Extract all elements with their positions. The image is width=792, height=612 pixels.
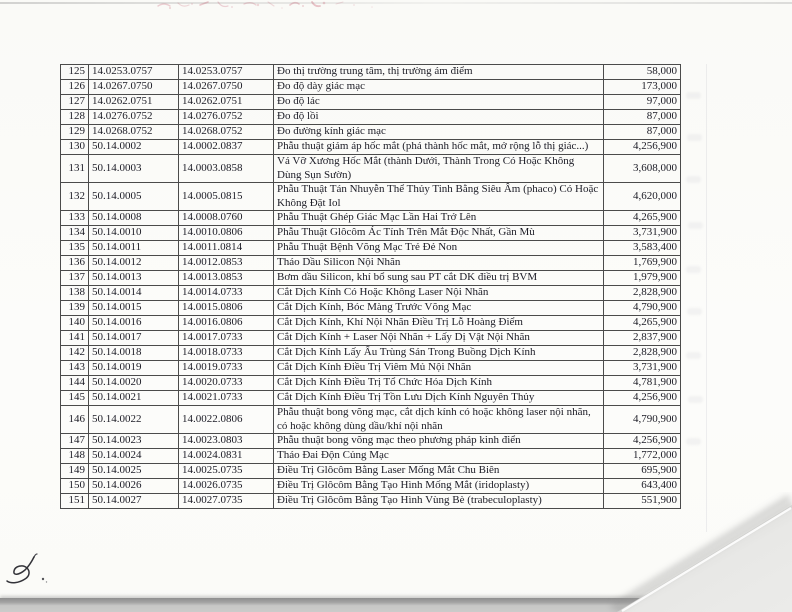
code-secondary-cell: 14.0015.0806: [179, 301, 274, 316]
code-primary-cell: 14.0267.0750: [89, 80, 179, 95]
table-row: [61, 406, 681, 434]
price-cell: 4,256,900: [604, 140, 681, 155]
code-primary-cell: 14.0276.0752: [89, 110, 179, 125]
row-number-cell: 132: [61, 183, 89, 211]
table-row: [61, 494, 681, 509]
red-ink-bleed-marks: [140, 0, 385, 18]
code-primary-cell: 50.14.0012: [89, 256, 179, 271]
table-row: [61, 155, 681, 183]
row-number-cell: 129: [61, 125, 89, 140]
row-number-cell: 148: [61, 449, 89, 464]
code-primary-cell: 50.14.0008: [89, 211, 179, 226]
code-primary-cell: 14.0268.0752: [89, 125, 179, 140]
row-number-cell: 126: [61, 80, 89, 95]
code-secondary-cell: 14.0253.0757: [179, 65, 274, 80]
code-secondary-cell: 14.0019.0733: [179, 361, 274, 376]
code-primary-cell: 50.14.0025: [89, 464, 179, 479]
page-corner-fold: [592, 492, 792, 612]
code-primary-cell: 50.14.0018: [89, 346, 179, 361]
service-name-cell: Cắt Dịch Kính, Khí Nội Nhãn Điều Trị Lỗ Hoàng Điểm: [274, 316, 604, 331]
row-number-cell: 146: [61, 406, 89, 434]
service-name-cell: Cắt Dịch Kính Lấy Ấu Trùng Sán Trong Buồng Dịch Kính: [274, 346, 604, 361]
code-secondary-cell: 14.0012.0853: [179, 256, 274, 271]
price-table: [60, 64, 681, 509]
price-cell: 173,000: [604, 80, 681, 95]
row-number-cell: 150: [61, 479, 89, 494]
code-primary-cell: 50.14.0003: [89, 155, 179, 183]
row-number-cell: 142: [61, 346, 89, 361]
code-secondary-cell: 14.0262.0751: [179, 95, 274, 110]
price-cell: 4,256,900: [604, 391, 681, 406]
table-row: [61, 226, 681, 241]
service-name-cell: Cắt Dịch Kính + Laser Nội Nhãn + Lấy Dị Vật Nội Nhãn: [274, 331, 604, 346]
code-secondary-cell: 14.0024.0831: [179, 449, 274, 464]
service-name-cell: Phẫu Thuật Bệnh Võng Mạc Trẻ Đẻ Non: [274, 241, 604, 256]
code-secondary-cell: 14.0027.0735: [179, 494, 274, 509]
price-cell: 2,828,900: [604, 286, 681, 301]
row-number-cell: 149: [61, 464, 89, 479]
price-cell: 551,900: [604, 494, 681, 509]
service-name-cell: Cắt Dịch Kính Điều Trị Viêm Mủ Nội Nhãn: [274, 361, 604, 376]
code-secondary-cell: 14.0025.0735: [179, 464, 274, 479]
service-name-cell: Tháo Đai Độn Củng Mạc: [274, 449, 604, 464]
price-cell: 4,790,900: [604, 301, 681, 316]
code-secondary-cell: 14.0014.0733: [179, 286, 274, 301]
service-name-cell: Tháo Dầu Silicon Nội Nhãn: [274, 256, 604, 271]
row-number-cell: 135: [61, 241, 89, 256]
price-cell: 643,400: [604, 479, 681, 494]
code-secondary-cell: 14.0003.0858: [179, 155, 274, 183]
service-name-cell: Vá Vỡ Xương Hốc Mắt (thành Dưới, Thành Trong Có Hoặc Không Dùng Sụn Sườn): [274, 155, 604, 183]
price-cell: 87,000: [604, 125, 681, 140]
price-cell: 695,900: [604, 464, 681, 479]
code-primary-cell: 50.14.0014: [89, 286, 179, 301]
service-name-cell: Cắt Dịch Kính, Bóc Màng Trước Võng Mạc: [274, 301, 604, 316]
price-cell: 4,790,900: [604, 406, 681, 434]
code-primary-cell: 50.14.0011: [89, 241, 179, 256]
service-name-cell: Phẫu Thuật Ghép Giác Mạc Lần Hai Trở Lên: [274, 211, 604, 226]
price-cell: 1,979,900: [604, 271, 681, 286]
service-name-cell: Đo độ lác: [274, 95, 604, 110]
row-number-cell: 137: [61, 271, 89, 286]
table-row: [61, 376, 681, 391]
service-name-cell: Đo độ lồi: [274, 110, 604, 125]
table-row: [61, 211, 681, 226]
code-secondary-cell: 14.0018.0733: [179, 346, 274, 361]
pen-scribble-mark: [4, 550, 74, 595]
service-name-cell: Điều Trị Glôcôm Bằng Laser Mống Mắt Chu Biên: [274, 464, 604, 479]
table-row: [61, 256, 681, 271]
service-name-cell: Phẫu Thuật Tán Nhuyễn Thể Thủy Tinh Bằng Siêu Âm (phaco) Có Hoặc Không Đặt Iol: [274, 183, 604, 211]
bleed-through-column-line: [706, 64, 707, 532]
code-secondary-cell: 14.0005.0815: [179, 183, 274, 211]
code-primary-cell: 50.14.0016: [89, 316, 179, 331]
table-row: [61, 464, 681, 479]
code-secondary-cell: 14.0013.0853: [179, 271, 274, 286]
code-secondary-cell: 14.0010.0806: [179, 226, 274, 241]
price-cell: 1,772,000: [604, 449, 681, 464]
table-row: [61, 434, 681, 449]
table-row: [61, 479, 681, 494]
row-number-cell: 136: [61, 256, 89, 271]
row-number-cell: 134: [61, 226, 89, 241]
service-name-cell: Phẫu thuật giảm áp hốc mắt (phá thành hốc mắt, mở rộng lỗ thị giác...): [274, 140, 604, 155]
table-row: [61, 140, 681, 155]
price-cell: 97,000: [604, 95, 681, 110]
code-primary-cell: 50.14.0010: [89, 226, 179, 241]
code-primary-cell: 50.14.0023: [89, 434, 179, 449]
price-cell: 3,583,400: [604, 241, 681, 256]
row-number-cell: 128: [61, 110, 89, 125]
row-number-cell: 151: [61, 494, 89, 509]
table-row: [61, 271, 681, 286]
row-number-cell: 138: [61, 286, 89, 301]
code-secondary-cell: 14.0022.0806: [179, 406, 274, 434]
code-secondary-cell: 14.0017.0733: [179, 331, 274, 346]
table-row: [61, 65, 681, 80]
service-name-cell: Phẫu thuật bong võng mạc theo phương pháp kinh điển: [274, 434, 604, 449]
price-cell: 4,265,900: [604, 211, 681, 226]
price-cell: 2,837,900: [604, 331, 681, 346]
code-secondary-cell: 14.0002.0837: [179, 140, 274, 155]
code-secondary-cell: 14.0026.0735: [179, 479, 274, 494]
row-number-cell: 145: [61, 391, 89, 406]
row-number-cell: 141: [61, 331, 89, 346]
price-cell: 4,620,000: [604, 183, 681, 211]
table-row: [61, 361, 681, 376]
row-number-cell: 147: [61, 434, 89, 449]
code-secondary-cell: 14.0021.0733: [179, 391, 274, 406]
code-secondary-cell: 14.0276.0752: [179, 110, 274, 125]
code-secondary-cell: 14.0267.0750: [179, 80, 274, 95]
price-cell: 3,608,000: [604, 155, 681, 183]
service-name-cell: Cắt Dịch Kính Điều Trị Tồn Lưu Dịch Kính Nguyên Thủy: [274, 391, 604, 406]
code-secondary-cell: 14.0008.0760: [179, 211, 274, 226]
table-row: [61, 125, 681, 140]
code-primary-cell: 50.14.0022: [89, 406, 179, 434]
code-primary-cell: 50.14.0013: [89, 271, 179, 286]
table-row: [61, 95, 681, 110]
code-secondary-cell: 14.0020.0733: [179, 376, 274, 391]
service-name-cell: Điều Trị Glôcôm Bằng Tạo Hình Mống Mắt (iridoplasty): [274, 479, 604, 494]
row-number-cell: 139: [61, 301, 89, 316]
price-cell: 2,828,900: [604, 346, 681, 361]
row-number-cell: 127: [61, 95, 89, 110]
service-name-cell: Đo đường kính giác mạc: [274, 125, 604, 140]
table-row: [61, 80, 681, 95]
row-number-cell: 125: [61, 65, 89, 80]
row-number-cell: 143: [61, 361, 89, 376]
code-primary-cell: 14.0253.0757: [89, 65, 179, 80]
code-secondary-cell: 14.0268.0752: [179, 125, 274, 140]
scanner-edge-line: [0, 2, 792, 4]
price-cell: 3,731,900: [604, 361, 681, 376]
price-cell: 58,000: [604, 65, 681, 80]
price-cell: 4,256,900: [604, 434, 681, 449]
code-primary-cell: 50.14.0021: [89, 391, 179, 406]
table-row: [61, 286, 681, 301]
code-primary-cell: 50.14.0005: [89, 183, 179, 211]
code-secondary-cell: 14.0023.0803: [179, 434, 274, 449]
price-cell: 87,000: [604, 110, 681, 125]
service-name-cell: Phẫu thuật bong võng mạc, cắt dịch kính có hoặc không laser nội nhãn, có hoặc không dùng dầu/khí nội nhãn: [274, 406, 604, 434]
code-secondary-cell: 14.0011.0814: [179, 241, 274, 256]
price-cell: 3,731,900: [604, 226, 681, 241]
table-row: [61, 449, 681, 464]
table-row: [61, 331, 681, 346]
code-primary-cell: 50.14.0019: [89, 361, 179, 376]
table-row: [61, 346, 681, 361]
table-row: [61, 110, 681, 125]
row-number-cell: 144: [61, 376, 89, 391]
price-cell: 4,265,900: [604, 316, 681, 331]
code-secondary-cell: 14.0016.0806: [179, 316, 274, 331]
code-primary-cell: 50.14.0027: [89, 494, 179, 509]
code-primary-cell: 50.14.0020: [89, 376, 179, 391]
service-name-cell: Cắt Dịch Kính Điều Trị Tổ Chức Hóa Dịch Kính: [274, 376, 604, 391]
code-primary-cell: 50.14.0026: [89, 479, 179, 494]
row-number-cell: 130: [61, 140, 89, 155]
row-number-cell: 140: [61, 316, 89, 331]
table-row: [61, 316, 681, 331]
code-primary-cell: 50.14.0002: [89, 140, 179, 155]
price-cell: 1,769,900: [604, 256, 681, 271]
service-name-cell: Đo thị trường trung tâm, thị trường ám điểm: [274, 65, 604, 80]
table-row: [61, 183, 681, 211]
service-name-cell: Phẫu Thuật Glôcôm Ác Tính Trên Mắt Độc Nhất, Gần Mù: [274, 226, 604, 241]
code-primary-cell: 50.14.0017: [89, 331, 179, 346]
service-name-cell: Cắt Dịch Kính Có Hoặc Không Laser Nội Nhãn: [274, 286, 604, 301]
service-name-cell: Bơm dầu Silicon, khí bổ sung sau PT cắt DK điều trị BVM: [274, 271, 604, 286]
code-primary-cell: 14.0262.0751: [89, 95, 179, 110]
code-primary-cell: 50.14.0024: [89, 449, 179, 464]
row-number-cell: 131: [61, 155, 89, 183]
service-name-cell: Điều Trị Glôcôm Bằng Tạo Hình Vùng Bè (trabeculoplasty): [274, 494, 604, 509]
code-primary-cell: 50.14.0015: [89, 301, 179, 316]
table-row: [61, 301, 681, 316]
price-cell: 4,781,900: [604, 376, 681, 391]
row-number-cell: 133: [61, 211, 89, 226]
service-name-cell: Đo độ dày giác mạc: [274, 80, 604, 95]
table-row: [61, 391, 681, 406]
table-row: [61, 241, 681, 256]
price-table-body: [61, 65, 681, 509]
